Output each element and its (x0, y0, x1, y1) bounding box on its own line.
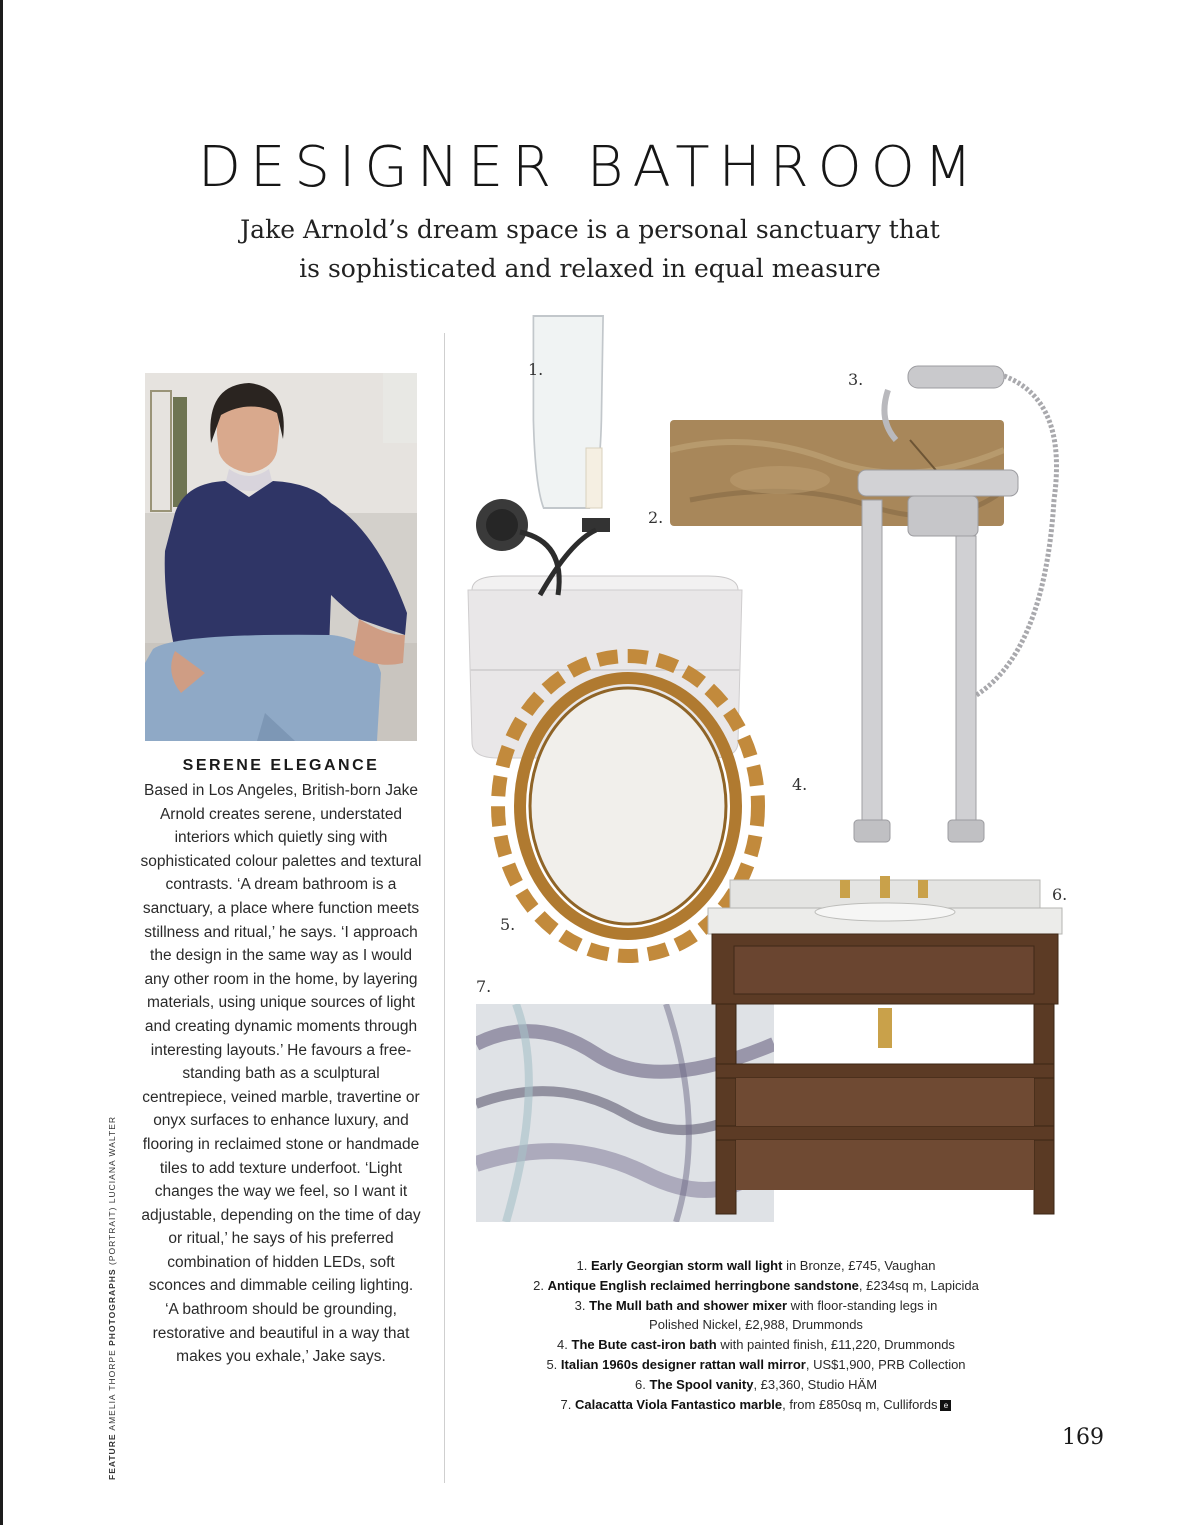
end-mark-icon: e (940, 1400, 951, 1411)
column-divider (444, 333, 445, 1483)
image-number-3: 3. (848, 370, 864, 389)
standfirst-line-1: Jake Arnold’s dream space is a personal sanctuary that (240, 215, 940, 244)
credit-photos-label: PHOTOGRAPHS (107, 1268, 117, 1346)
image-number-6: 6. (1052, 885, 1068, 904)
image-number-5: 5. (500, 915, 516, 934)
image-number-7: 7. (476, 977, 492, 996)
bath-mixer-image (848, 360, 1078, 850)
product-item-6: 6. The Spool vanity, £3,360, Studio HÄM (634, 1376, 878, 1392)
product-item-3-continued: Polished Nickel, £2,988, Drummonds (649, 1317, 863, 1333)
standfirst-line-2: is sophisticated and relaxed in equal measure (299, 254, 881, 283)
image-number-1: 1. (528, 360, 544, 379)
product-item-7: 7. Calacatta Viola Fantastico marble, from £850sq m, Cullifords e (466, 1395, 1046, 1415)
product-item-3: 3. The Mull bath and shower mixer with floor-standing legs in (574, 1297, 938, 1313)
product-item-2: 2. Antique English reclaimed herringbone sandstone, £234sq m, Lapicida (533, 1277, 979, 1293)
credit-feature-label: FEATURE (107, 1433, 117, 1480)
page-title: DESIGNER BATHROOM (197, 135, 982, 200)
feature-heading: SERENE ELEGANCE (182, 757, 380, 774)
standfirst (200, 210, 980, 288)
image-number-4: 4. (792, 775, 808, 794)
wall-light-image (470, 310, 610, 600)
photo-credit (107, 1116, 117, 1480)
page-edge-rule (0, 0, 3, 1525)
page-number: 169 (1062, 1425, 1104, 1450)
credit-photos-text: (PORTRAIT) LUCIANA WALTER (107, 1115, 117, 1266)
image-number-2: 2. (648, 508, 664, 527)
credit-feature-name: AMELIA THORPE (107, 1349, 117, 1431)
portrait-photo (145, 373, 417, 741)
feature-body-text: Based in Los Angeles, British-born Jake Arnold creates serene, understated interiors which quietly sing with sophisticated colour palettes and textural contrasts. ‘A dream bathroom is a sanctuary, a place where function meets stillness and ritual,’ he says. ‘I approach the design in the same way as I would any other room in the home, by layering materials, using unique sources of light and creating dynamic moments through interesting layouts.’ He favours a free-standing bath as a sculptural centrepiece, veined marble, travertine or onyx surfaces to enhance luxury, and flooring in reclaimed stone or handmade tiles to add texture underfoot. ‘Light changes the way we feel, so I want it adjustable, depending on the time of day or ritual,’ he says of his preferred combination of hidden LEDs, soft sconces and dimmable ceiling lighting. ‘A bathroom should be grounding, restorative and beautiful in a way that makes you exhale,’ Jake says. (140, 782, 422, 1366)
product-item-5: 5. Italian 1960s designer rattan wall mirror, US$1,900, PRB Collection (546, 1356, 966, 1372)
product-item-1: 1. Early Georgian storm wall light in Bronze, £745, Vaughan (576, 1258, 936, 1273)
product-item-4: 4. The Bute cast-iron bath with painted finish, £11,220, Drummonds (557, 1337, 955, 1353)
vanity-image (700, 876, 1070, 1226)
product-list (466, 1256, 1046, 1414)
